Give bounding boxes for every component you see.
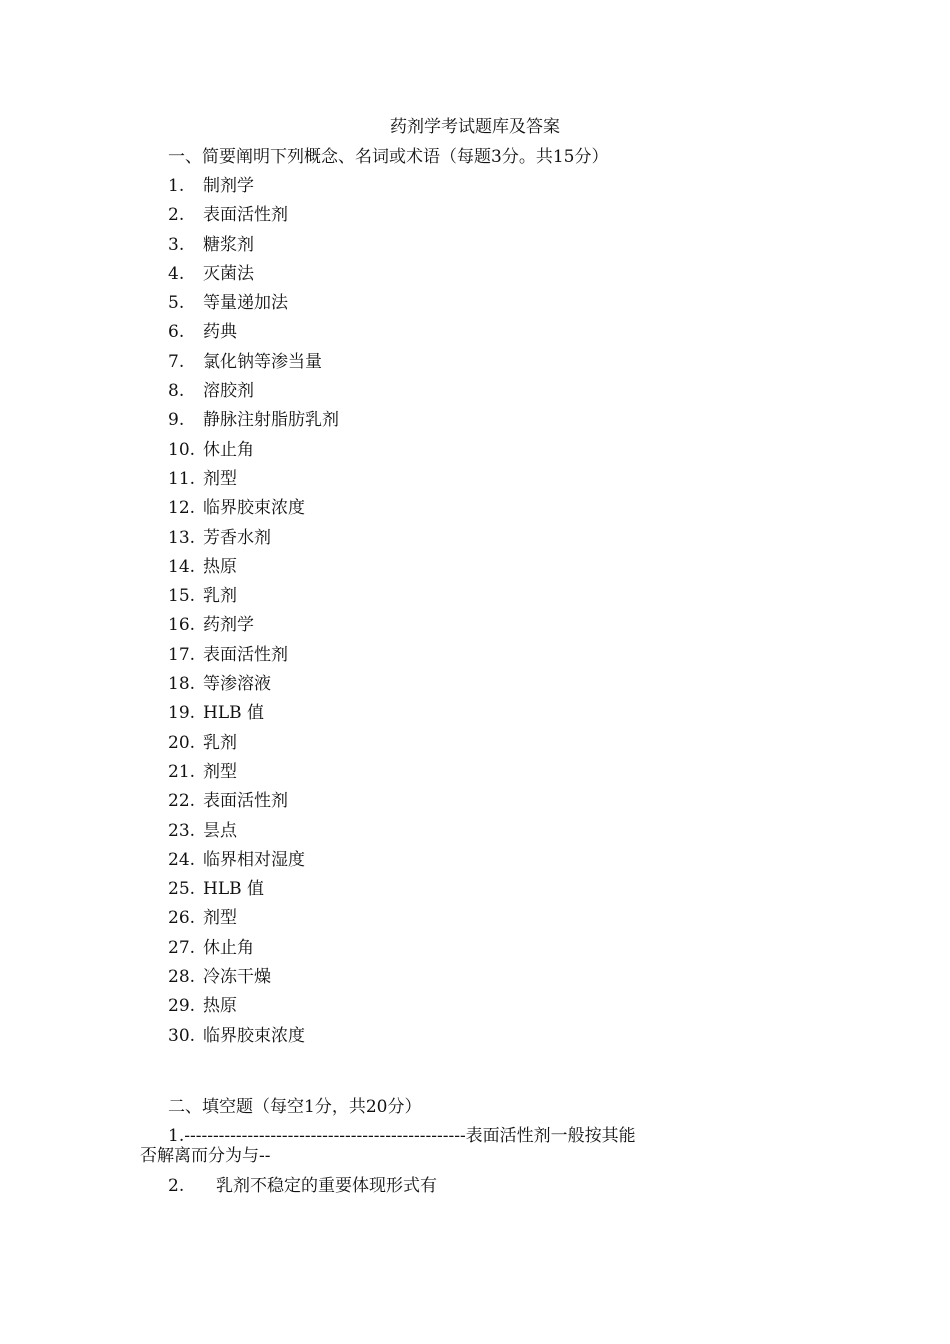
list-item-number: 24. (168, 849, 196, 870)
list-item-term: 冷冻干燥 (203, 967, 271, 988)
list-item-number: 20. (168, 732, 196, 753)
list-item-number: 14. (168, 556, 196, 577)
list-item-term: 氯化钠等渗当量 (203, 351, 322, 372)
list-item-term: 溶胶剂 (203, 381, 254, 402)
section1-heading: 一、简要阐明下列概念、名词或术语（每题3分。共15分） (168, 147, 609, 167)
list-item-term: 等量递加法 (203, 293, 288, 314)
list-item-number: 13. (168, 527, 196, 548)
list-item-number: 8. (168, 381, 185, 402)
list-item-term: 剂型 (203, 468, 237, 489)
list-item-term: HLB 值 (203, 879, 265, 900)
list-item-number: 5. (168, 293, 185, 314)
list-item (168, 966, 339, 995)
fill-question-1-line1: 1.-------------------------------------------------表面活性剂一般按其能 (168, 1126, 636, 1146)
list-item (168, 204, 339, 233)
list-item-number: 30. (168, 1025, 196, 1046)
list-item-term: 临界胶束浓度 (203, 1025, 305, 1046)
list-item (168, 351, 339, 380)
list-item-term: 糖浆剂 (203, 234, 254, 255)
list-item (168, 849, 339, 878)
list-item-number: 17. (168, 644, 196, 665)
fill-question-1-line2: 否解离而分为与-- (140, 1146, 271, 1166)
list-item-number: 28. (168, 967, 196, 988)
list-item-term: 乳剂 (203, 732, 237, 753)
list-item-number: 27. (168, 937, 196, 958)
list-item (168, 644, 339, 673)
list-item-term: 表面活性剂 (203, 205, 288, 226)
list-item-number: 1. (168, 176, 185, 196)
fill-question-1 (140, 1126, 820, 1166)
list-item (168, 878, 339, 907)
list-item-term: 休止角 (203, 937, 254, 958)
list-item-term: 乳剂 (203, 586, 237, 607)
list-item-term: 热原 (203, 996, 237, 1017)
list-item (168, 527, 339, 556)
fill-question-2-text: 乳剂不稳定的重要体现形式有 (216, 1176, 437, 1196)
section2-heading: 二、填空题（每空1分，共20分） (168, 1097, 422, 1117)
list-item (168, 585, 339, 614)
list-item-term: 等渗溶液 (203, 674, 271, 695)
list-item-number: 25. (168, 879, 196, 900)
list-item-number: 19. (168, 703, 196, 724)
list-item (168, 380, 339, 409)
list-item (168, 673, 339, 702)
list-item-number: 26. (168, 908, 196, 929)
list-item-number: 15. (168, 586, 196, 607)
list-item (168, 995, 339, 1024)
list-item (168, 497, 339, 526)
list-item-term: 静脉注射脂肪乳剂 (203, 410, 339, 431)
list-item (168, 234, 339, 263)
list-item-number: 11. (168, 468, 196, 489)
list-item-term: HLB 值 (203, 703, 265, 724)
list-item (168, 468, 339, 497)
list-item (168, 790, 339, 819)
list-item (168, 907, 339, 936)
list-item (168, 321, 339, 350)
list-item-term: 药典 (203, 322, 237, 343)
list-item-term: 表面活性剂 (203, 644, 288, 665)
list-item (168, 1025, 339, 1054)
fill-question-2-number: 2. (168, 1176, 185, 1196)
list-item-number: 22. (168, 791, 196, 812)
list-item-term: 剂型 (203, 761, 237, 782)
document-title: 药剂学考试题库及答案 (390, 117, 560, 137)
list-item (168, 292, 339, 321)
list-item (168, 702, 339, 731)
list-item-term: 灭菌法 (203, 263, 254, 284)
list-item-number: 10. (168, 439, 196, 460)
list-item (168, 263, 339, 292)
list-item-term: 昙点 (203, 820, 237, 841)
list-item-term: 临界相对湿度 (203, 849, 305, 870)
term-list (168, 175, 339, 1054)
list-item-number: 21. (168, 761, 196, 782)
list-item-term: 临界胶束浓度 (203, 498, 305, 519)
list-item-number: 6. (168, 322, 185, 343)
list-item (168, 937, 339, 966)
list-item (168, 614, 339, 643)
list-item (168, 409, 339, 438)
list-item (168, 556, 339, 585)
list-item-number: 7. (168, 351, 185, 372)
list-item-number: 29. (168, 996, 196, 1017)
list-item (168, 761, 339, 790)
list-item (168, 439, 339, 468)
list-item-term: 制剂学 (203, 176, 254, 196)
list-item-term: 药剂学 (203, 615, 254, 636)
list-item-term: 表面活性剂 (203, 791, 288, 812)
list-item-number: 18. (168, 674, 196, 695)
list-item-number: 4. (168, 263, 185, 284)
list-item-number: 3. (168, 234, 185, 255)
list-item (168, 175, 339, 204)
list-item-term: 芳香水剂 (203, 527, 271, 548)
list-item-number: 9. (168, 410, 185, 431)
list-item-term: 热原 (203, 556, 237, 577)
list-item-term: 休止角 (203, 439, 254, 460)
list-item-term: 剂型 (203, 908, 237, 929)
list-item-number: 16. (168, 615, 196, 636)
list-item (168, 732, 339, 761)
list-item-number: 12. (168, 498, 196, 519)
list-item (168, 820, 339, 849)
fill-question-2 (168, 1175, 437, 1197)
list-item-number: 2. (168, 205, 185, 226)
list-item-number: 23. (168, 820, 196, 841)
